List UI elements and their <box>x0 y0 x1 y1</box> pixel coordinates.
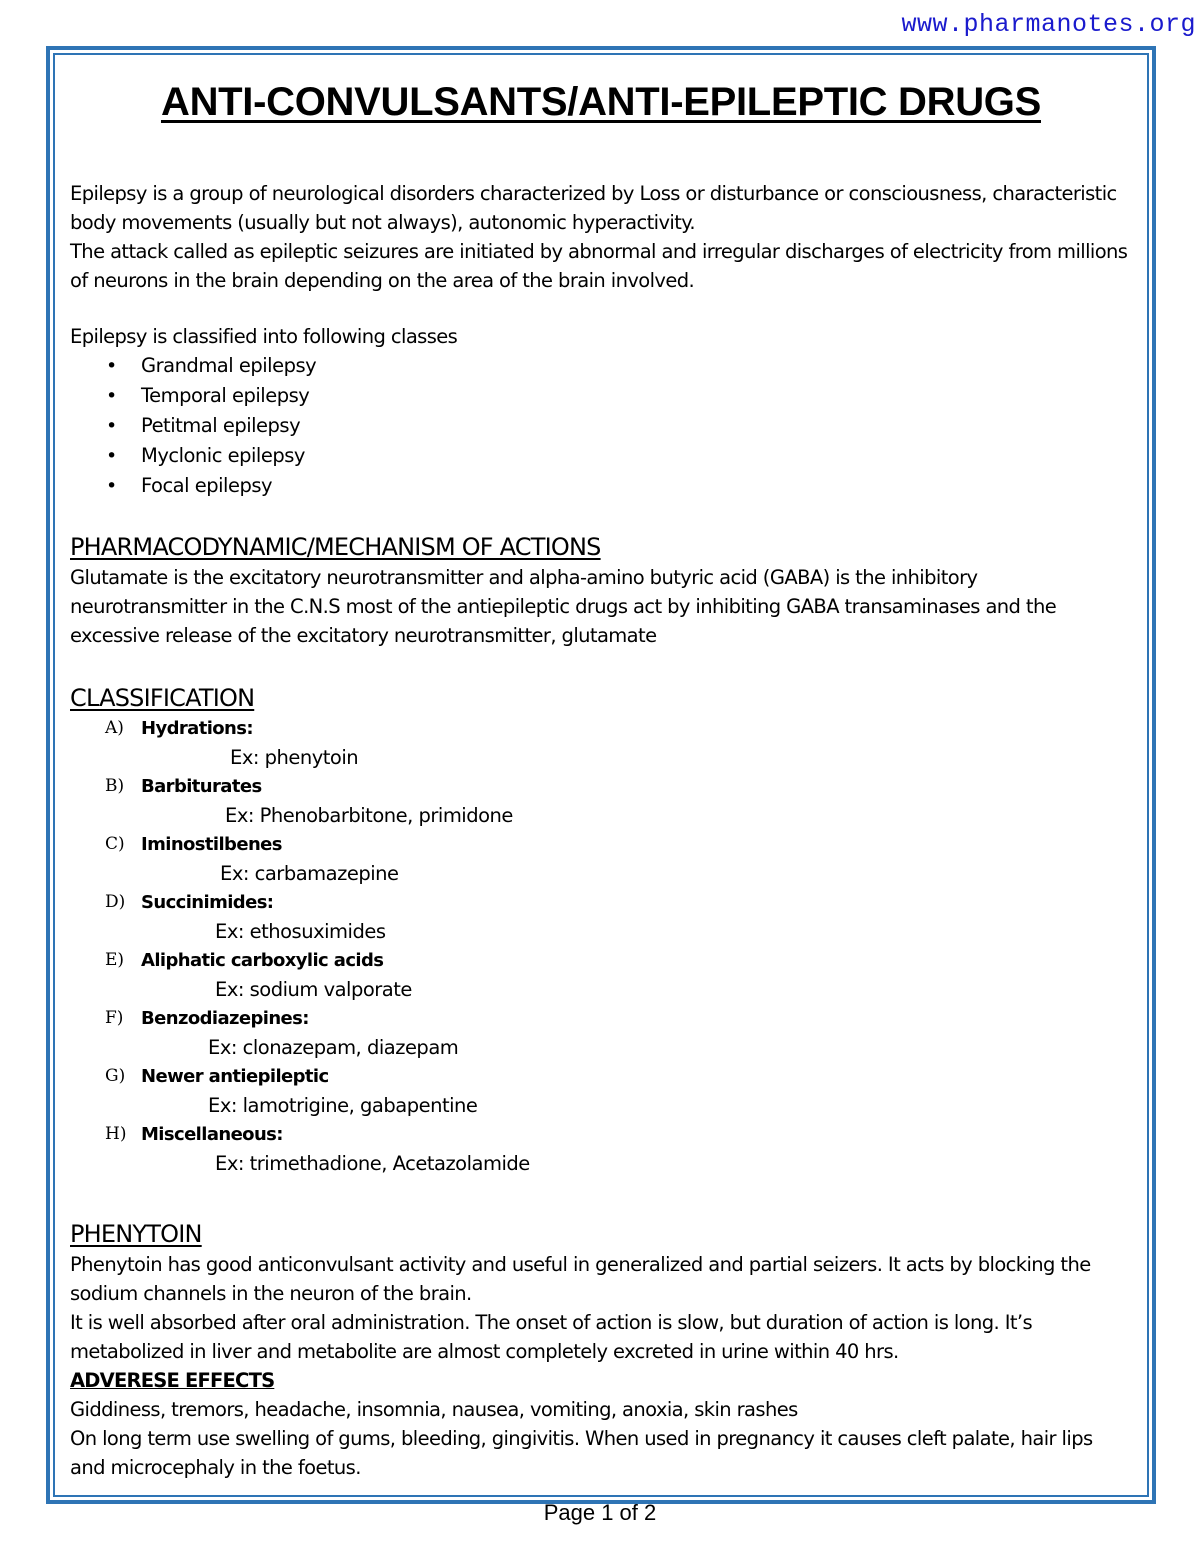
classification-section <box>70 682 1132 1178</box>
item-marker: F) <box>105 1008 124 1028</box>
classification-item <box>70 714 1132 772</box>
drug-class-name: Benzodiazepines: <box>141 1008 309 1029</box>
item-marker: B) <box>105 776 125 796</box>
item-marker: G) <box>105 1066 126 1086</box>
list-item: • Temporal epilepsy <box>106 381 1132 411</box>
drug-class-name: Newer antiepileptic <box>141 1066 329 1087</box>
drug-example: Ex: clonazepam, diazepam <box>208 1036 459 1059</box>
intro-paragraph-1: Epilepsy is a group of neurological disorders characterized by Loss or disturbance or consciousness, characteristic body movements (usually but not always), autonomic hyperactivity. <box>70 182 1117 234</box>
drug-class-name: Iminostilbenes <box>141 834 282 855</box>
adverse-effects-paragraph-1: Giddiness, tremors, headache, insomnia, nausea, vomiting, anoxia, skin rashes <box>70 1398 798 1421</box>
phenytoin-section <box>70 1218 1132 1482</box>
drug-example: Ex: sodium valporate <box>215 978 412 1001</box>
list-item: • Grandmal epilepsy <box>106 351 1132 381</box>
page-number: Page 1 of 2 <box>543 1500 657 1525</box>
list-item: • Focal epilepsy <box>106 471 1132 501</box>
drug-class-name: Miscellaneous: <box>141 1124 283 1145</box>
intro-section <box>70 179 1132 501</box>
watermark-url: www.pharmanotes.org <box>901 10 1196 39</box>
pharmacodynamic-text: Glutamate is the excitatory neurotransmitter and alpha-amino butyric acid (GABA) is the inhibitory neurotransmitter in the C.N.S most of the antiepileptic drugs act by inhibiting GABA transaminases and the excessive release of the excitatory neurotransmitter, glutamate <box>70 566 1057 647</box>
item-marker: H) <box>105 1124 127 1144</box>
item-marker: E) <box>105 950 125 970</box>
document-title: ANTI-CONVULSANTS/ANTI-EPILEPTIC DRUGS <box>160 80 1041 124</box>
drug-class-name: Hydrations: <box>141 718 253 739</box>
drug-example: Ex: trimethadione, Acetazolamide <box>215 1152 530 1175</box>
drug-class-name: Aliphatic carboxylic acids <box>141 950 384 971</box>
drug-example: Ex: lamotrigine, gabapentine <box>208 1094 478 1117</box>
item-marker: D) <box>105 892 126 912</box>
intro-paragraph-2: The attack called as epileptic seizures are initiated by abnormal and irregular discharges of electricity from millions of neurons in the brain depending on the area of the brain involved. <box>70 240 1128 292</box>
drug-example: Ex: ethosuximides <box>215 920 386 943</box>
drug-example: Ex: Phenobarbitone, primidone <box>225 804 513 827</box>
classification-item <box>70 1120 1132 1178</box>
epilepsy-class-list <box>70 351 1132 501</box>
item-marker: C) <box>105 834 125 854</box>
classification-item <box>70 1004 1132 1062</box>
drug-example: Ex: phenytoin <box>230 746 359 769</box>
classification-item <box>70 888 1132 946</box>
classification-item <box>70 772 1132 830</box>
classification-item <box>70 946 1132 1004</box>
classification-item <box>70 1062 1132 1120</box>
drug-example: Ex: carbamazepine <box>220 862 399 885</box>
adverse-effects-heading: ADVERESE EFFECTS <box>70 1369 275 1392</box>
item-marker: A) <box>105 718 124 738</box>
phenytoin-heading: PHENYTOIN <box>70 1220 202 1248</box>
phenytoin-paragraph-1: Phenytoin has good anticonvulsant activity and useful in generalized and partial seizers. It acts by blocking the sodium channels in the neuron of the brain. <box>70 1253 1091 1305</box>
classification-item <box>70 830 1132 888</box>
phenytoin-paragraph-2: It is well absorbed after oral administration. The onset of action is slow, but duration of action is long. It’s metabolized in liver and metabolite are almost completely excreted in urine within 40 hrs. <box>70 1311 1033 1363</box>
classes-intro: Epilepsy is classified into following classes <box>70 325 458 348</box>
list-item: • Myclonic epilepsy <box>106 441 1132 471</box>
adverse-effects-paragraph-2: On long term use swelling of gums, bleeding, gingivitis. When used in pregnancy it causes cleft palate, hair lips and microcephaly in the foetus. <box>70 1427 1093 1479</box>
pharmacodynamic-heading: PHARMACODYNAMIC/MECHANISM OF ACTIONS <box>70 533 601 561</box>
classification-heading: CLASSIFICATION <box>70 684 255 712</box>
classification-list <box>70 714 1132 1178</box>
pharmacodynamic-section <box>70 531 1132 650</box>
list-item: • Petitmal epilepsy <box>106 411 1132 441</box>
drug-class-name: Barbiturates <box>141 776 262 797</box>
document-body <box>70 80 1132 1482</box>
drug-class-name: Succinimides: <box>141 892 274 913</box>
